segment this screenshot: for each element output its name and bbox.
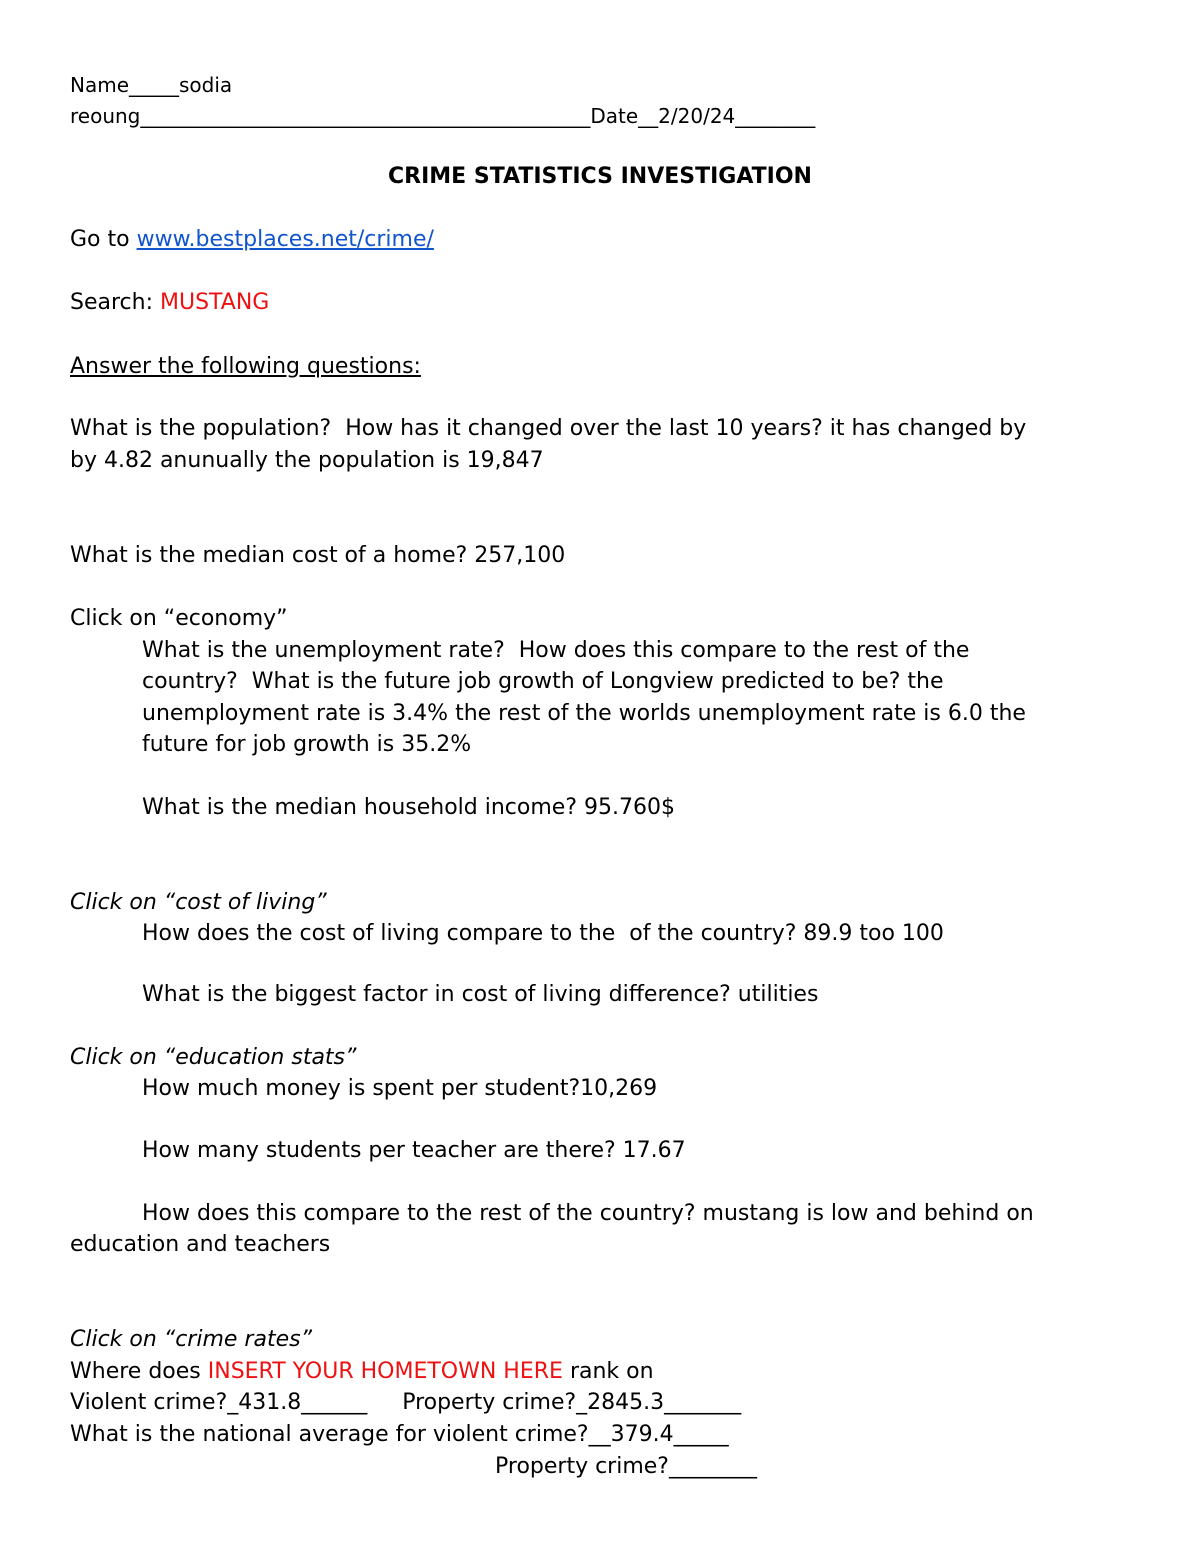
cost-of-living-heading: Click on “cost of living” xyxy=(70,890,327,915)
search-label: Search: xyxy=(70,290,160,315)
median-home-question: What is the median cost of a home? 257,100 xyxy=(70,543,566,568)
education-heading: Click on “education stats” xyxy=(70,1045,357,1070)
rank-question xyxy=(70,1357,654,1387)
education-compare-answer: education and teachers xyxy=(70,1232,331,1257)
economy-question-line: unemployment rate is 3.4% the rest of the worlds unemployment rate is 6.0 the xyxy=(142,701,1026,726)
education-compare-question: How does this compare to the rest of the country? mustang is low and behind on xyxy=(142,1201,1034,1226)
national-average-line: What is the national average for violent crime?__379.4_____ xyxy=(70,1422,729,1447)
search-line xyxy=(70,288,269,318)
population-question: What is the population? How has it changed over the last 10 years? it has changed by xyxy=(70,416,1027,441)
name-date-line: reoung_____________________________________________Date__2/20/24________ xyxy=(70,104,816,128)
bestplaces-link[interactable]: www.bestplaces.net/crime/ xyxy=(136,227,434,252)
search-term: MUSTANG xyxy=(160,290,270,315)
answer-heading: Answer the following questions: xyxy=(70,354,421,379)
page-title: CRIME STATISTICS INVESTIGATION xyxy=(388,164,812,189)
violent-property-line: Violent crime?_431.8______ Property crime?_2845.3_______ xyxy=(70,1390,742,1415)
goto-line xyxy=(70,225,434,255)
name-line: Name_____sodia xyxy=(70,73,233,97)
economy-question-line: country? What is the future job growth of Longview predicted to be? the xyxy=(142,669,944,694)
rank-suffix: rank on xyxy=(562,1359,654,1384)
spending-question: How much money is spent per student?10,269 xyxy=(142,1076,658,1101)
rank-prefix: Where does xyxy=(70,1359,208,1384)
economy-question-line: What is the unemployment rate? How does this compare to the rest of the xyxy=(142,638,970,663)
economy-question-line: future for job growth is 35.2% xyxy=(142,732,472,757)
cost-of-living-question: How does the cost of living compare to the of the country? 89.9 too 100 xyxy=(142,921,944,946)
crime-heading: Click on “crime rates” xyxy=(70,1327,312,1352)
goto-prefix: Go to xyxy=(70,227,137,252)
national-property-line: Property crime?________ xyxy=(495,1454,757,1479)
income-question: What is the median household income? 95.760$ xyxy=(142,795,675,820)
cost-factor-question: What is the biggest factor in cost of living difference? utilities xyxy=(142,982,819,1007)
students-per-teacher-question: How many students per teacher are there? 17.67 xyxy=(142,1138,686,1163)
hometown-placeholder: INSERT YOUR HOMETOWN HERE xyxy=(207,1359,563,1384)
economy-heading: Click on “economy” xyxy=(70,606,288,631)
population-answer: by 4.82 anunually the population is 19,847 xyxy=(70,448,544,473)
